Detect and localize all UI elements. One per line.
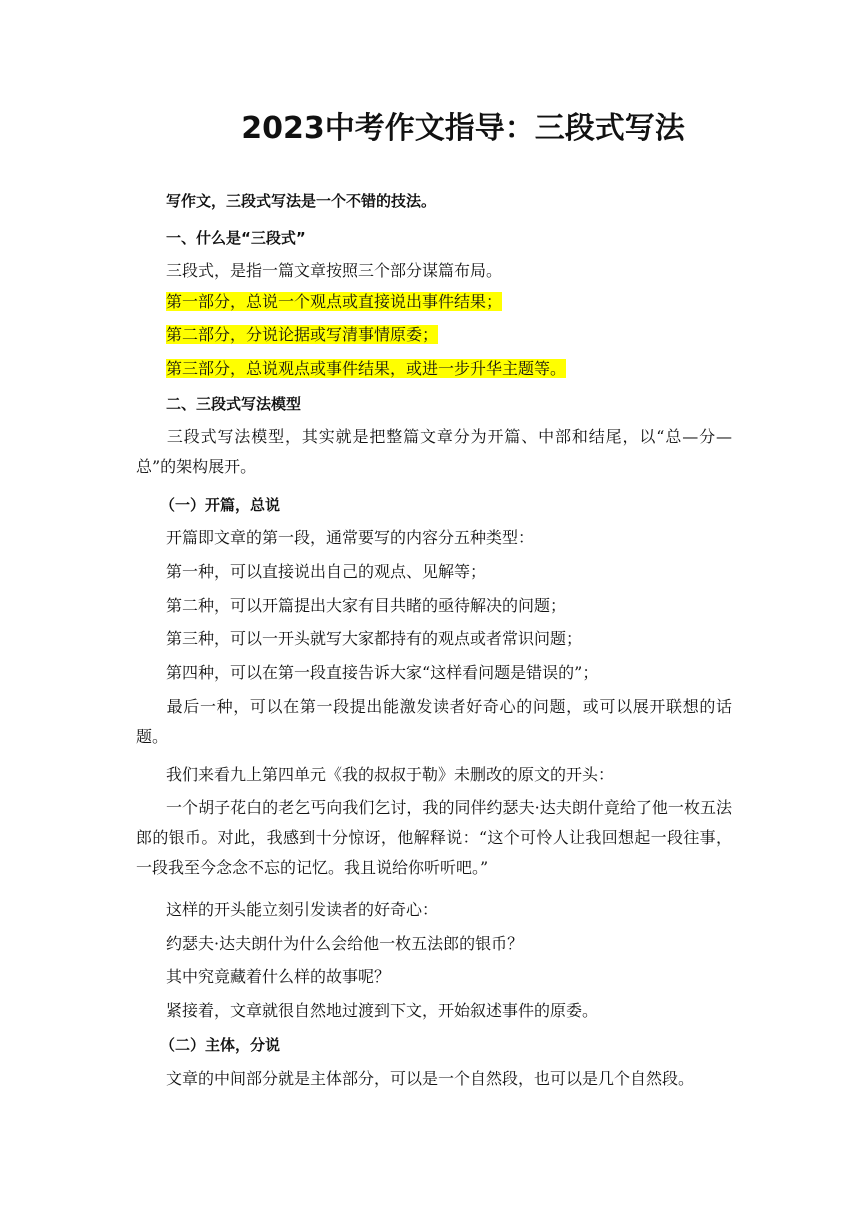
sub1-question2: 其中究竟藏着什么样的故事呢？ (166, 967, 391, 986)
sub1-transition: 紧接着，文章就很自然地过渡到下文，开始叙述事件的原委。 (166, 1001, 599, 1020)
sub1-example-paragraph (136, 793, 732, 889)
section1-part2 (166, 320, 438, 350)
highlight-part1: 第一部分，总说一个观点或直接说出事件结果； (166, 292, 503, 311)
section2-heading: 二、三段式写法模型 (166, 395, 302, 413)
section1-part3 (166, 354, 566, 384)
document-title: 2023中考作文指导：三段式写法 (241, 111, 685, 146)
section2-model-text: 三段式写法模型，其实就是把整篇文章分为开篇、中部和结尾，以“总—分—总”的架构展开。 (136, 427, 732, 476)
sub1-example-lead: 我们来看九上第四单元《我的叔叔于勒》未删改的原文的开头： (166, 765, 615, 784)
sub1-heading: （一）开篇，总说 (160, 496, 281, 514)
sub1-type2: 第二种，可以开篇提出大家有目共睹的亟待解决的问题； (166, 596, 567, 615)
section1-part1 (166, 287, 502, 317)
sub2-body: 文章的中间部分就是主体部分，可以是一个自然段，也可以是几个自然段。 (166, 1069, 695, 1088)
sub1-type4: 第四种，可以在第一段直接告诉大家“这样看问题是错误的”； (166, 663, 599, 682)
sub1-comment: 这样的开头能立刻引发读者的好奇心： (166, 900, 439, 919)
intro-paragraph: 写作文，三段式写法是一个不错的技法。 (166, 192, 437, 210)
sub1-type5-paragraph (136, 692, 732, 754)
sub1-question1: 约瑟夫·达夫朗什为什么会给他一枚五法郎的银币？ (166, 934, 524, 953)
sub2-heading: （二）主体，分说 (160, 1036, 281, 1054)
sub1-example-text: 一个胡子花白的老乞丐向我们乞讨，我的同伴约瑟夫·达夫朗什竟给了他一枚五法郎的银币。对此，我感到十分惊讶，他解释说：“这个可怜人让我回想起一段往事，一段我至今念念不忘的记忆。我且说给你听听吧。” (136, 798, 732, 877)
highlight-part2: 第二部分，分说论据或写清事情原委； (166, 325, 439, 344)
sub1-type5-text: 最后一种，可以在第一段提出能激发读者好奇心的问题，或可以展开联想的话题。 (136, 697, 732, 746)
sub1-type1: 第一种，可以直接说出自己的观点、见解等； (166, 562, 487, 581)
sub1-lead: 开篇即文章的第一段，通常要写的内容分五种类型： (166, 528, 535, 547)
sub1-type3: 第三种，可以一开头就写大家都持有的观点或者常识问题； (166, 629, 583, 648)
section2-model-paragraph (136, 422, 732, 484)
section1-heading: 一、什么是“三段式” (166, 229, 306, 247)
section1-definition: 三段式，是指一篇文章按照三个部分谋篇布局。 (166, 261, 503, 280)
highlight-part3: 第三部分，总说观点或事件结果，或进一步升华主题等。 (166, 359, 567, 378)
